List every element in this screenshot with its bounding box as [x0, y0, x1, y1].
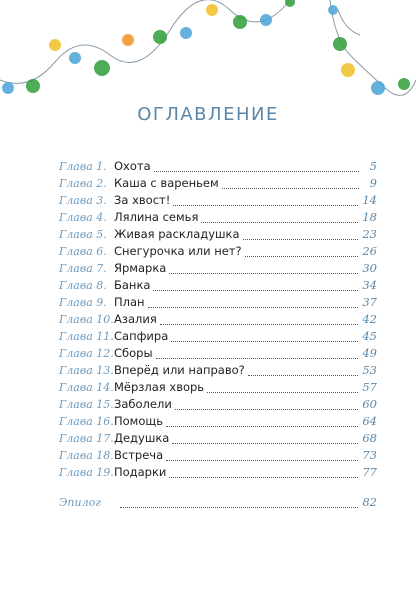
dot-leader [245, 255, 359, 257]
garland-bulbs [2, 0, 410, 95]
chapter-number: Глава 1. [59, 160, 107, 173]
chapter-title: Сапфира [114, 329, 169, 343]
dot-leader [207, 391, 358, 393]
toc-entry[interactable] [59, 311, 377, 328]
toc-entry[interactable] [59, 447, 377, 464]
toc-entry[interactable] [59, 260, 377, 277]
toc-entry[interactable] [59, 430, 377, 447]
chapter-title: За хвост! [114, 193, 171, 207]
page-number: 5 [369, 159, 377, 173]
page-number: 73 [362, 448, 377, 462]
toc-entry[interactable] [59, 294, 377, 311]
chapter-title: Помощь [114, 414, 164, 428]
table-of-contents [59, 158, 377, 511]
page-number: 77 [362, 465, 377, 479]
chapter-title: Лялина семья [114, 210, 199, 224]
chapter-number: Глава 17. [59, 432, 114, 445]
epilogue-label: Эпилог [59, 496, 101, 509]
chapter-title: Снегурочка или нет? [114, 244, 242, 258]
page-number: 49 [362, 346, 377, 360]
dot-leader [169, 476, 358, 478]
toc-entry[interactable] [59, 277, 377, 294]
chapter-number: Глава 8. [59, 279, 107, 292]
dot-leader [169, 272, 358, 274]
chapter-number: Глава 15. [59, 398, 114, 411]
dot-leader [120, 506, 358, 508]
chapter-number: Глава 2. [59, 177, 107, 190]
page-number: 82 [362, 495, 377, 509]
toc-entry[interactable] [59, 379, 377, 396]
chapter-number: Глава 11. [59, 330, 114, 343]
page-number: 45 [362, 329, 377, 343]
page-number: 53 [362, 363, 377, 377]
toc-entry[interactable] [59, 226, 377, 243]
page-number: 26 [362, 244, 377, 258]
chapter-number: Глава 9. [59, 296, 107, 309]
chapter-number: Глава 14. [59, 381, 114, 394]
toc-entry[interactable] [59, 413, 377, 430]
chapter-title: Ярмарка [114, 261, 167, 275]
chapter-title: Азалия [114, 312, 157, 326]
page-number: 14 [362, 193, 377, 207]
toc-entry[interactable] [59, 345, 377, 362]
garland-illustration [0, 0, 416, 110]
chapter-title: Заболели [114, 397, 172, 411]
dot-leader [160, 323, 359, 325]
page-number: 60 [362, 397, 377, 411]
chapter-title: Дедушка [114, 431, 170, 445]
chapter-number: Глава 10. [59, 313, 114, 326]
chapter-number: Глава 3. [59, 194, 107, 207]
dot-leader [175, 408, 359, 410]
chapter-number: Глава 4. [59, 211, 107, 224]
chapter-number: Глава 19. [59, 466, 114, 479]
dot-leader [172, 442, 358, 444]
dot-leader [156, 357, 359, 359]
toc-entry[interactable] [59, 362, 377, 379]
dot-leader [243, 238, 359, 240]
toc-entry[interactable] [59, 328, 377, 345]
page-number: 42 [362, 312, 377, 326]
toc-entry[interactable] [59, 158, 377, 175]
toc-entry[interactable] [59, 396, 377, 413]
chapter-number: Глава 13. [59, 364, 114, 377]
dot-leader [148, 306, 359, 308]
dot-leader [173, 204, 358, 206]
page-number: 37 [362, 295, 377, 309]
toc-entry[interactable] [59, 175, 377, 192]
page-number: 34 [362, 278, 377, 292]
dot-leader [166, 459, 358, 461]
chapter-number: Глава 12. [59, 347, 114, 360]
chapter-title: Живая раскладушка [114, 227, 240, 241]
page-number: 64 [362, 414, 377, 428]
toc-entry[interactable] [59, 209, 377, 226]
chapter-title: Мёрзлая хворь [114, 380, 205, 394]
page-number: 57 [362, 380, 377, 394]
dot-leader [222, 187, 359, 189]
chapter-title: Вперёд или направо? [114, 363, 245, 377]
chapter-title: Охота [114, 159, 151, 173]
chapter-title: Встреча [114, 448, 164, 462]
chapter-number: Глава 6. [59, 245, 107, 258]
chapter-number: Глава 7. [59, 262, 107, 275]
dot-leader [154, 170, 359, 172]
dot-leader [166, 425, 358, 427]
dot-leader [171, 340, 358, 342]
page-number: 18 [362, 210, 377, 224]
chapter-number: Глава 16. [59, 415, 114, 428]
chapter-title: Каша с вареньем [114, 176, 219, 190]
page-number: 30 [362, 261, 377, 275]
chapter-number: Глава 5. [59, 228, 107, 241]
toc-entry[interactable] [59, 243, 377, 260]
page-number: 68 [362, 431, 377, 445]
chapter-title: План [114, 295, 145, 309]
chapter-number: Глава 18. [59, 449, 114, 462]
dot-leader [153, 289, 358, 291]
page-title: ОГЛАВЛЕНИЕ [137, 104, 279, 125]
dot-leader [201, 221, 358, 223]
chapter-title: Подарки [114, 465, 167, 479]
toc-entry[interactable] [59, 192, 377, 209]
toc-entry[interactable] [59, 464, 377, 481]
dot-leader [248, 374, 359, 376]
page-number: 9 [369, 176, 377, 190]
chapter-title: Банка [114, 278, 151, 292]
page-number: 23 [362, 227, 377, 241]
chapter-title: Сборы [114, 346, 153, 360]
toc-entry-epilogue[interactable] [59, 494, 377, 511]
